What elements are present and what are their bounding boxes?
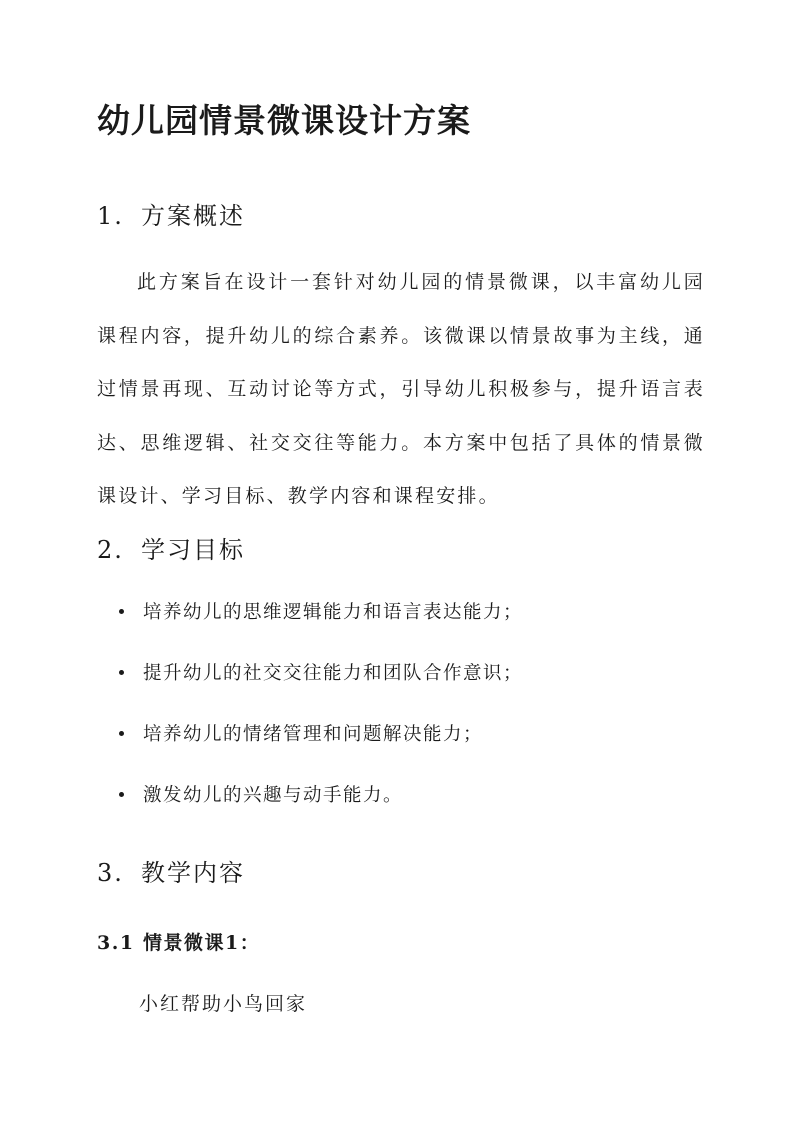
- section-number: 3.: [97, 859, 124, 887]
- section-title: 学习目标: [141, 536, 245, 564]
- list-item-text: 培养幼儿的思维逻辑能力和语言表达能力；: [143, 602, 524, 623]
- section-number: 2.: [97, 536, 124, 564]
- list-item: [97, 720, 523, 781]
- list-item: [97, 781, 523, 842]
- section-number: 1.: [97, 202, 124, 230]
- bullet-icon: [119, 670, 124, 675]
- list-item-text: 提升幼儿的社交交往能力和团队合作意识；: [143, 663, 524, 684]
- list-item: [97, 659, 523, 720]
- list-item-text: 培养幼儿的情绪管理和问题解决能力；: [143, 724, 484, 745]
- subsection-heading: [97, 928, 260, 955]
- goals-list: [97, 598, 523, 842]
- bullet-icon: [119, 731, 124, 736]
- subsection-title: 情景微课1：: [143, 932, 261, 954]
- list-item-text: 激发幼儿的兴趣与动手能力。: [143, 785, 404, 806]
- list-item: [97, 598, 523, 659]
- subsection-number: 3.1: [97, 932, 135, 954]
- bullet-icon: [119, 609, 124, 614]
- section-title: 方案概述: [141, 202, 245, 230]
- section-heading-overview: [97, 196, 245, 231]
- overview-paragraph: 此方案旨在设计一套针对幼儿园的情景微课，以丰富幼儿园课程内容，提升幼儿的综合素养。该微课以情景故事为主线，通过情景再现、互动讨论等方式，引导幼儿积极参与，提升语言表达、思维逻辑、社交交往等能力。本方案中包括了具体的情景微课设计、学习目标、教学内容和课程安排。: [97, 271, 705, 507]
- subsection-text: 小红帮助小鸟回家: [139, 993, 308, 1015]
- section-heading-content: [97, 853, 245, 888]
- document-title: 幼儿园情景微课设计方案: [97, 101, 471, 140]
- bullet-icon: [119, 792, 124, 797]
- section-heading-goals: [97, 530, 245, 565]
- section-title: 教学内容: [141, 859, 245, 887]
